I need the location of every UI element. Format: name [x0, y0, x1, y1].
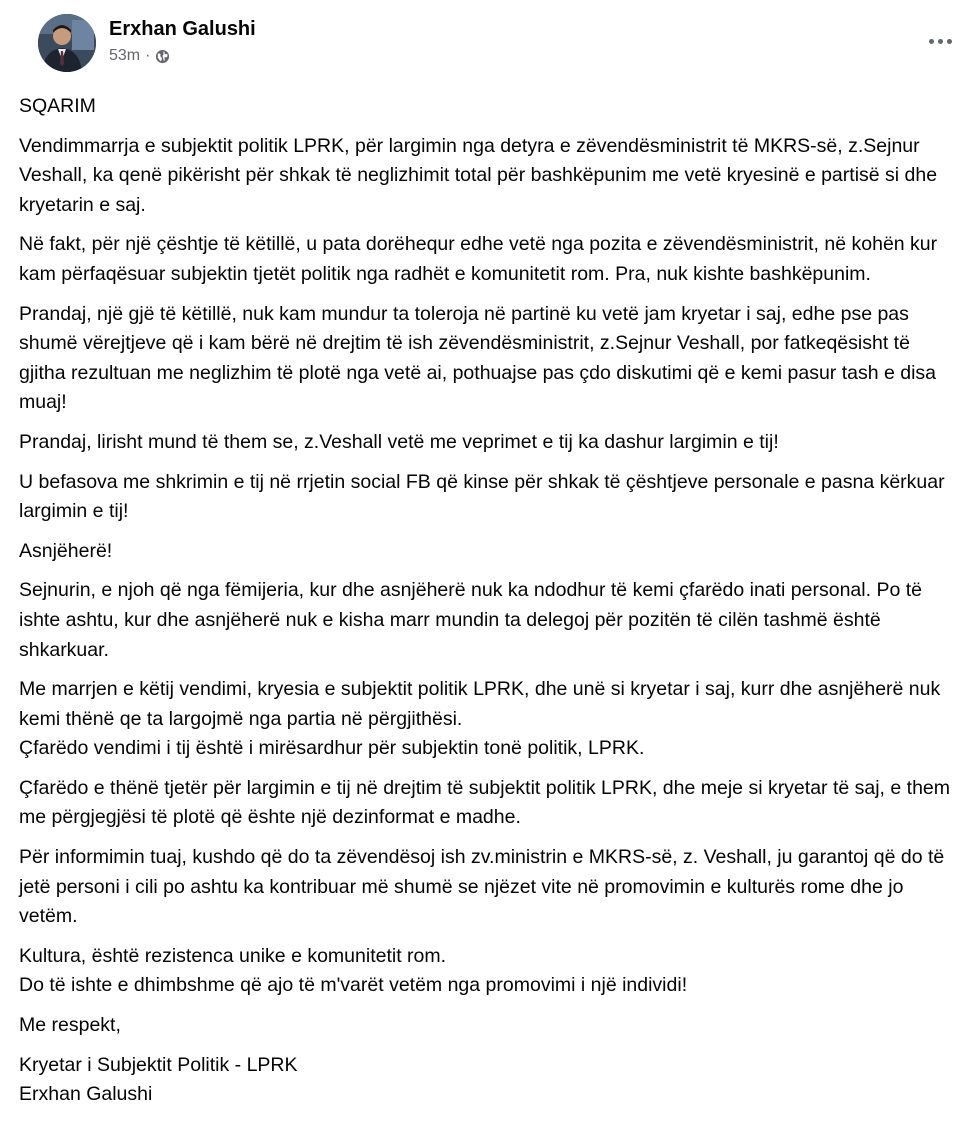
- meta-separator: ·: [145, 47, 151, 64]
- more-horizontal-icon: [929, 39, 934, 44]
- post-meta: [109, 46, 256, 66]
- author-block: [109, 16, 256, 66]
- paragraph-line: Kultura, është rezistenca unike e komunitetit rom.: [19, 944, 447, 967]
- post-paragraph: [19, 942, 958, 1001]
- post-paragraph: Për informimin tuaj, kushdo që do ta zëvendësoj ish zv.ministrin e MKRS-së, z. Veshall, ju garantoj që do të jetë personi i cili po ashtu ka kontribuar më shumë se njëzet vite në promovimin e kulturës rome dhe jo vetëm.: [19, 846, 945, 928]
- closing-greeting: Me respekt,: [19, 1014, 121, 1037]
- paragraph-line: Çfarëdo vendimi i tij është i mirësardhur për subjektin tonë politik, LPRK.: [19, 737, 645, 760]
- post-paragraph: Në fakt, për një çështje të këtillë, u pata dorëhequr edhe vetë nga pozita e zëvendësministrit, në kohën kur kam përfaqësuar subjektin tjetët politik nga radhët e komunitetit rom. Pra, nuk kishte bashkëpunim.: [19, 233, 938, 285]
- signature-title: Kryetar i Subjektit Politik - LPRK: [19, 1053, 298, 1076]
- signature-name: Erxhan Galushi: [19, 1083, 153, 1106]
- post-paragraph: [19, 675, 958, 764]
- post-paragraph: Asnjëherë!: [19, 539, 113, 562]
- more-horizontal-icon: [947, 39, 952, 44]
- post-paragraph: Prandaj, një gjë të këtillë, nuk kam mundur ta toleroja në partinë ku vetë jam kryetar i saj, edhe pse pas shumë vërejtjeve që i kam bërë në drejtim të ish zëvendësministrit, z.Sejnur Veshall, por fatkeqësisht të gjitha rezultuan me neglizhim të plotë nga vetë ai, pothuajse pas çdo diskutimi që e kemi pasur tash e disa muaj!: [19, 302, 937, 414]
- paragraph-line: Me marrjen e këtij vendimi, kryesia e subjektit politik LPRK, dhe unë si kryetar i saj, kurr dhe asnjëherë nuk kemi thënë qe ta largojmë nga partia në përgjithësi.: [19, 678, 941, 730]
- avatar-photo-icon: [38, 14, 96, 72]
- post-paragraph: Prandaj, lirisht mund të them se, z.Veshall vetë me veprimet e tij ka dashur largimin e tij!: [19, 430, 779, 453]
- post-paragraph: U befasova me shkrimin e tij në rrjetin social FB që kinse për shkak të çështjeve personale e pasna kërkuar largimin e tij!: [19, 470, 945, 523]
- post-paragraph: Çfarëdo e thënë tjetër për largimin e tij në drejtim të subjektit politik LPRK, dhe meje si kryetar të saj, e them me përgjegjësi të plotë që ështe një dezinformat e madhe.: [19, 776, 951, 829]
- post-paragraph: Sejnurin, e njoh që nga fëmijeria, kur dhe asnjëherë nuk ka ndodhur të kemi çfarëdo inati personal. Po të ishte ashtu, kur dhe asnjëherë nuk e kisha marr mundin ta delegoj për pozitën të cilën tashmë është shkarkuar.: [19, 579, 922, 661]
- post-body: [19, 92, 958, 1120]
- more-options-button[interactable]: [922, 26, 958, 56]
- post-header: [19, 0, 958, 88]
- globe-icon[interactable]: [155, 49, 170, 64]
- author-avatar[interactable]: [38, 14, 96, 72]
- post-paragraph: Vendimmarrja e subjektit politik LPRK, për largimin nga detyra e zëvendësministrit të MKRS-së, z.Sejnur Veshall, ka qenë pikërisht për shkak të neglizhimit total për bashkëpunim me vetë kryesinë e partisë si dhe kryetarin e saj.: [19, 134, 938, 216]
- signature: [19, 1051, 958, 1110]
- more-horizontal-icon: [938, 39, 943, 44]
- author-name[interactable]: Erxhan Galushi: [109, 18, 256, 40]
- post-timestamp[interactable]: 53m: [109, 47, 141, 64]
- paragraph-line: Do të ishte e dhimbshme që ajo të m'varët vetëm nga promovimi i një individi!: [19, 974, 688, 997]
- post-heading: SQARIM: [19, 95, 96, 117]
